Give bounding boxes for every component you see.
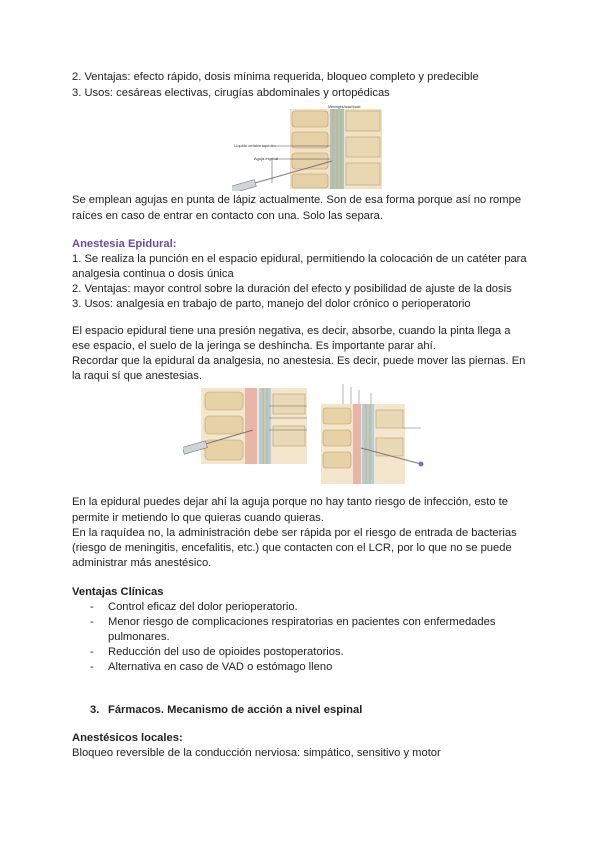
bullet: -	[90, 601, 94, 613]
epidural-heading: Anestesia Epidural:	[72, 238, 177, 250]
ventajas-item-2-cont: pulmonares.	[108, 631, 170, 643]
epidural-figure	[183, 384, 425, 486]
intro-line-3: 3. Usos: cesáreas electivas, cirugías abdominales y ortopédicas	[72, 87, 390, 99]
epidural-item-2: 2. Ventajas: mayor control sobre la duración del efecto y posibilidad de ajuste de la dosis	[72, 283, 512, 295]
intro-line-2: 2. Ventajas: efecto rápido, dosis mínima requerida, bloqueo completo y predecible	[72, 71, 479, 83]
para-pressure-line-3: Recordar que la epidural da analgesia, no anestesia. Es decir, puede mover las piernas. En	[72, 355, 526, 367]
para-pressure-line-1: El espacio epidural tiene una presión negativa, es decir, absorbe, cuando la pinta llega a	[72, 325, 511, 337]
para-infection-line-3: En la raquídea no, la administración debe ser rápida por el riesgo de entrada de bacterias	[72, 527, 517, 539]
section3-title: Fármacos. Mecanismo de acción a nivel espinal	[108, 704, 363, 716]
para-pressure-line-4: la raqui sí que anestesias.	[72, 370, 202, 382]
bullet: -	[90, 616, 94, 628]
bullet: -	[90, 646, 94, 658]
epidural-item-3: 3. Usos: analgesia en trabajo de parto, manejo del dolor crónico o perioperatorio	[72, 298, 471, 310]
para-infection-line-2: permite ir metiendo lo que quieras cuando quieras.	[72, 512, 324, 524]
para-infection-line-1: En la epidural puedes dejar ahí la aguja porque no hay tanto riesgo de infección, esto te	[72, 496, 508, 508]
ventajas-item-4: Alternativa en caso de VAD o estómago lleno	[108, 661, 333, 673]
ventajas-heading: Ventajas Clínicas	[72, 586, 164, 598]
fig1-label-csf: Líquido cefalorraquídeo	[234, 143, 277, 148]
para-pressure-line-2: ese espacio, el suelo de la jeringa se deshincha. Es importante parar ahí.	[72, 340, 436, 352]
fig1-label-top: Meninges/arachnoid	[328, 105, 361, 109]
fig1-label-needle: Aguja espinal	[254, 156, 279, 161]
para-infection-line-4: (riesgo de meningitis, encefalitis, etc.) que contacten con el LCR, por lo que no se puede	[72, 542, 512, 554]
spinal-anesthesia-figure	[232, 103, 392, 191]
para-infection-line-5: administrar más anestésico.	[72, 557, 212, 569]
para-needle-line-2: raíces en caso de entrar en contacto con una. Solo las separa.	[72, 210, 383, 222]
anestesicos-heading: Anestésicos locales:	[72, 732, 183, 744]
epidural-item-1: 1. Se realiza la punción en el espacio epidural, permitiendo la colocación de un catéter para	[72, 253, 527, 265]
ventajas-item-3: Reducción del uso de opioides postoperatorios.	[108, 646, 344, 658]
epidural-item-1-cont: analgesia continua o dosis única	[72, 268, 234, 280]
ventajas-item-1: Control eficaz del dolor perioperatorio.	[108, 601, 298, 613]
bullet: -	[90, 661, 94, 673]
para-needle-line-1: Se emplean agujas en punta de lápiz actualmente. Son de esa forma porque así no rompe	[72, 194, 522, 206]
ventajas-item-2: Menor riesgo de complicaciones respiratorias en pacientes con enfermedades	[108, 616, 496, 628]
section3-number: 3.	[90, 704, 100, 716]
anestesicos-text: Bloqueo reversible de la conducción nerviosa: simpático, sensitivo y motor	[72, 747, 441, 759]
